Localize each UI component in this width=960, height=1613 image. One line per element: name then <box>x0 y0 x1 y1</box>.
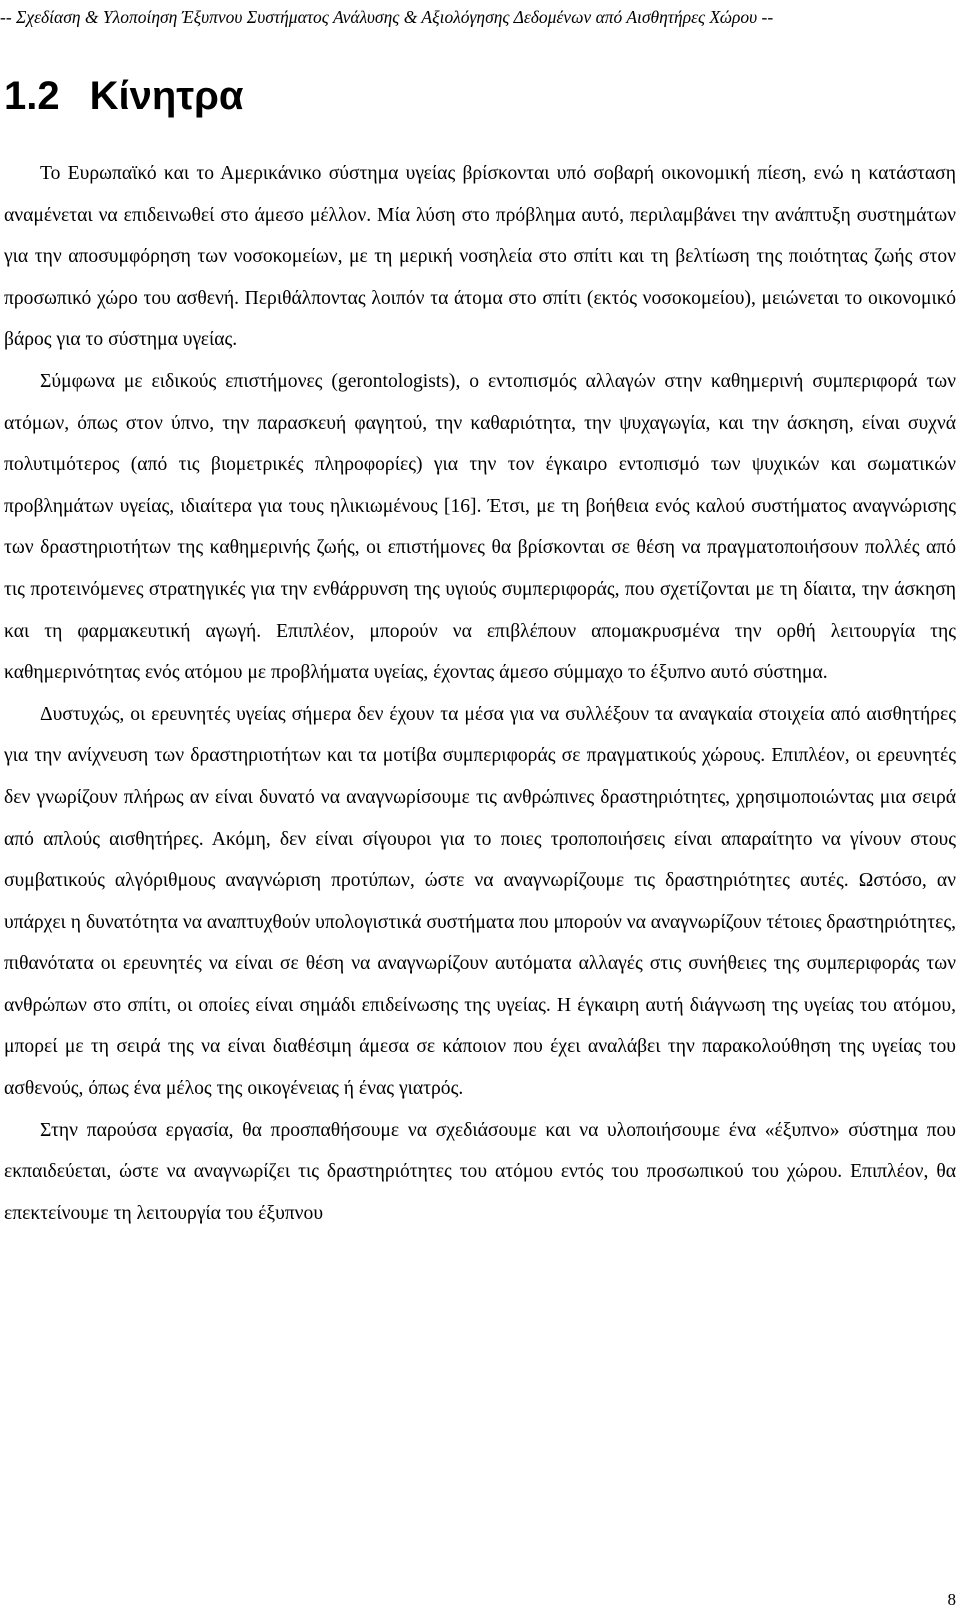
section-number: 1.2 <box>4 74 60 118</box>
paragraph: Δυστυχώς, οι ερευνητές υγείας σήμερα δεν έχουν τα μέσα για να συλλέξουν τα αναγκαία στοιχεία από αισθητήρες για την ανίχνευση των δραστηριοτήτων και τα μοτίβα συμπεριφοράς σε πραγματικούς χώρους. Επιπλέον, οι ερευνητές δεν γνωρίζουν πλήρως αν είναι δυνατό να αναγνωρίσουμε τις ανθρώπινες δραστηριότητες, χρησιμοποιώντας μια σειρά από απλούς αισθητήρες. Ακόμη, δεν είναι σίγουροι για το ποιες τροποποιήσεις είναι απαραίτητο να γίνουν στους συμβατικούς αλγόριθμους αναγνώριση προτύπων, ώστε να αναγνωρίζουμε τις δραστηριότητες αυτές. Ωστόσο, αν υπάρχει η δυνατότητα να αναπτυχθούν υπολογιστικά συστήματα που μπορούν να αναγνωρίζουν τέτοιες δραστηριότητες, πιθανότατα οι ερευνητές να είναι σε θέση να αναγνωρίζουν αυτόματα αλλαγές στις συνήθειες της συμπεριφοράς των ανθρώπων στο σπίτι, οι οποίες είναι σημάδι επιδείνωσης της υγείας. Η έγκαιρη αυτή διάγνωση της υγείας του ατόμου, μπορεί με τη σειρά της να είναι διαθέσιμη άμεσα σε κάποιον που έχει αναλάβει την παρακολούθηση της υγείας του ασθενούς, όπως ένα μέλος της οικογένειας ή ένας γιατρός. <box>4 703 956 1100</box>
section-title: Κίνητρα <box>89 74 244 118</box>
paragraph: Το Ευρωπαϊκό και το Αμερικάνικο σύστημα υγείας βρίσκονται υπό σοβαρή οικονομική πίεση, ενώ η κατάσταση αναμένεται να επιδεινωθεί στο άμεσο μέλλον. Μία λύση στο πρόβλημα αυτό, περιλαμβάνει την ανάπτυξη συστημάτων για την αποσυμφόρηση των νοσοκομείων, με τη μερική νοσηλεία στο σπίτι και τη βελτίωση της ποιότητας ζωής στον προσωπικό χώρο του ασθενή. Περιθάλποντας λοιπόν τα άτομα στο σπίτι (εκτός νοσοκομείου), μειώνεται το οικονομικό βάρος για το σύστημα υγείας. <box>4 163 956 351</box>
paragraph: Στην παρούσα εργασία, θα προσπαθήσουμε να σχεδιάσουμε και να υλοποιήσουμε ένα «έξυπνο» σύστημα που εκπαιδεύεται, ώστε να αναγνωρίζει τις δραστηριότητες του ατόμου εντός του προσωπικού του χώρου. Επιπλέον, θα επεκτείνουμε τη λειτουργία του έξυπνου <box>4 1119 956 1224</box>
page-number: 8 <box>947 1590 956 1609</box>
running-header: -- Σχεδίαση & Υλοποίηση Έξυπνου Συστήματος Ανάλυσης & Αξιολόγησης Δεδομένων από Αισθητήρες Χώρου -- <box>0 7 774 27</box>
paragraph: Σύμφωνα με ειδικούς επιστήμονες (gerontologists), ο εντοπισμός αλλαγών στην καθημερινή συμπεριφορά των ατόμων, όπως στον ύπνο, την παρασκευή φαγητού, την καθαριότητα, την ψυχαγωγία, και την άσκηση, είναι συχνά πολυτιμότερος (από τις βιομετρικές πληροφορίες) για την τον έγκαιρο εντοπισμό των ψυχικών και σωματικών προβλημάτων υγείας, ιδιαίτερα για τους ηλικιωμένους [16]. Έτσι, με τη βοήθεια ενός καλού συστήματος αναγνώρισης των δραστηριοτήτων της καθημερινής ζωής, οι επιστήμονες θα βρίσκονται σε θέση να πραγματοποιήσουν πολλές από τις προτεινόμενες στρατηγικές για την ενθάρρυνση της υγιούς συμπεριφοράς, που σχετίζονται με τη δίαιτα, την άσκηση και τη φαρμακευτική αγωγή. Επιπλέον, μπορούν να επιβλέπουν απομακρυσμένα την ορθή λειτουργία της καθημερινότητας ενός ατόμου με προβλήματα υγείας, έχοντας άμεσο σύμμαχο το έξυπνο αυτό σύστημα. <box>4 370 956 684</box>
section-heading <box>4 72 243 120</box>
body-text <box>4 153 956 1234</box>
